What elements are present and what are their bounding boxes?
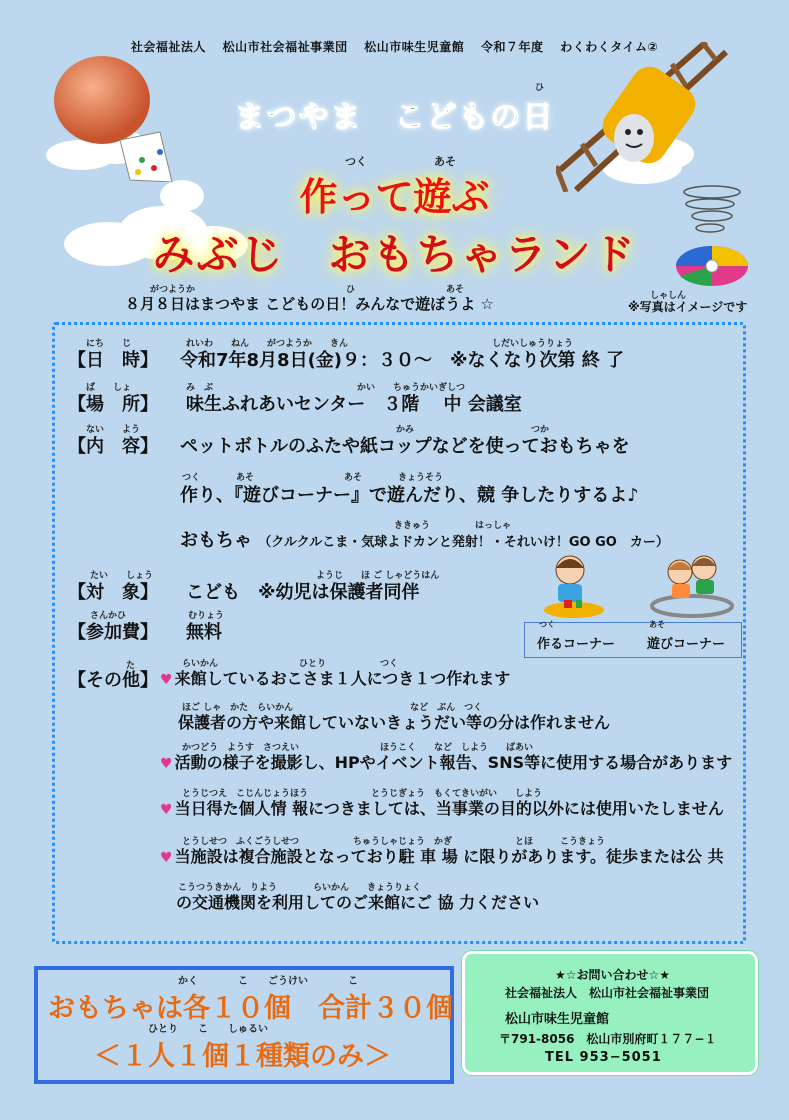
heart-icon: ♥ [160, 756, 173, 772]
place-label: 【場 所】 [68, 394, 158, 415]
toy-count-line: おもちゃは各１０個 合計３０個 [48, 993, 453, 1024]
note-item [176, 890, 539, 913]
org-part: 社会福祉法人 [130, 40, 206, 54]
contact-box [462, 951, 758, 1075]
value-ruby: れいわ ねん がつようか きん しだいしゅうりょう [186, 339, 574, 349]
content-label: 【内 容】 [68, 436, 158, 457]
content-line: 作り、『遊びコーナー』で遊んだり、競 争したりするよ♪ [180, 485, 639, 506]
note-ruby: とうじつえ こじんじょうほう とうじぎょう もくてきいがい しよう [182, 789, 543, 799]
label-ruby: さんかひ [90, 611, 127, 621]
event-title-kodomo: まつやま こどもの日 [234, 100, 555, 135]
title-ruby: ひ [535, 83, 545, 93]
toy-list-detail: （クルクルこま・気球よドカンと発射！・それいけ！GO GO カー） [258, 535, 669, 550]
note-item [160, 844, 724, 867]
other-label: 【その他】 [68, 670, 158, 691]
heart-icon: ♥ [160, 802, 173, 818]
note-item [160, 796, 724, 819]
org-part: わくわくタイム② [560, 40, 659, 54]
contact-address: 〒791-8056 松山市別府町１７７−１ [499, 1032, 717, 1046]
target-label: 【対 象】 [68, 582, 158, 603]
value-ruby: ようじ ほ ご しゃどうはん [316, 571, 440, 581]
content-line: ペットボトルのふたや紙コップなどを使っておもちゃを [180, 436, 630, 457]
corner-caption-box [524, 622, 742, 658]
toy-list-main: おもちゃ [180, 530, 252, 551]
note-text: の交通機関を利用してのご来館にご 協 力ください [176, 893, 540, 912]
note-ruby: らいかん ひとり つく [182, 659, 399, 669]
heart-icon: ♥ [160, 850, 173, 866]
label-ruby: ない よう [86, 425, 141, 435]
fee-value: 無料 [186, 622, 222, 643]
play-corner-label: 遊びコーナー [647, 637, 726, 652]
title-ruby: あそ [434, 155, 456, 168]
value-ruby: み ぶ かい ちゅうかいぎしつ [186, 383, 466, 393]
corner-ruby: あそ [649, 620, 665, 629]
date-label: 【日 時】 [68, 350, 158, 371]
value-ruby: つく あそ あそ きょうそう [182, 473, 444, 483]
value-ruby: むりょう [188, 611, 225, 621]
org-part: 令和７年度 [480, 40, 544, 54]
toy-list-line [180, 526, 669, 552]
note-text: 当日得た個人情 報につきましては、当事業の目的以外には使用いたしません [174, 799, 724, 818]
value-ruby: かみ つか [396, 425, 550, 435]
note-text: 当施設は複合施設となっており駐 車 場 に限りがあります。徒歩または公 共 [174, 847, 724, 866]
organizer-line [0, 38, 789, 55]
subtitle-ruby: あそ [446, 285, 465, 295]
label-ruby: ば しょ [86, 383, 132, 393]
title-ruby: つく [345, 155, 367, 168]
contact-org: 社会福祉法人 松山市社会福祉事業団 [505, 986, 710, 1000]
toy-per-person-line: ＜１人１個１種類のみ＞ [94, 1041, 391, 1072]
note-ruby: かつどう ようす さつえい ほうこく など しよう ばあい [182, 743, 534, 753]
corner-ruby: つく [539, 620, 555, 629]
note-text: 保護者の方や来館していないきょうだい等の分は作れません [178, 713, 611, 732]
subtitle-ruby: がつようか [150, 285, 196, 295]
heart-icon: ♥ [160, 672, 173, 688]
toy-ruby: かく こ ごうけい こ [178, 976, 358, 987]
label-ruby: にち じ [86, 339, 132, 349]
note-item [160, 750, 732, 773]
contact-heading: ★☆お問い合わせ☆★ [555, 968, 671, 982]
note-text: 活動の様子を撮影し、HPやイベント報告、SNS等に使用する場合があります [174, 753, 733, 772]
place-value: 味生ふれあいセンター ３階 中 会議室 [186, 394, 522, 415]
fee-label: 【参加費】 [68, 622, 158, 643]
make-corner-label: 作るコーナー [537, 637, 616, 652]
note-ruby: こうつうきかん りよう らいかん きょうりょく [178, 883, 422, 893]
contact-tel: TEL 953−5051 [545, 1050, 662, 1065]
value-ruby: ききゅう はっしゃ [394, 521, 512, 531]
note-text: 来館しているおこさま１人につき１つ作れます [174, 669, 511, 688]
label-ruby: た [126, 661, 136, 671]
children-playing-illustration [540, 550, 736, 620]
toy-ruby: ひとり こ しゅるい [148, 1024, 268, 1035]
note-item [160, 666, 510, 689]
toy-limit-box [34, 966, 454, 1084]
photo-note-ruby: しゃしん [650, 291, 687, 301]
org-part: 松山市社会福祉事業団 [222, 40, 348, 54]
note-item [178, 710, 610, 733]
event-title-toyland: みぶじ おもちゃランド [152, 230, 637, 279]
event-title-make-play: 作って遊ぶ [299, 175, 490, 219]
subtitle: ８月８日はまつやま こどもの日！みんなで遊ぼうよ ☆ [125, 295, 494, 313]
note-ruby: とうしせつ ふくごうしせつ ちゅうしゃじょう かぎ とほ こうきょう [182, 837, 606, 847]
subtitle-ruby: ひ [346, 285, 356, 295]
contact-name: 松山市味生児童館 [505, 1012, 610, 1027]
date-value: 令和7年8月8日(金)９：３０～ ※なくなり次第 終 了 [180, 350, 625, 371]
photo-note: ※写真はイメージです [628, 300, 748, 314]
note-ruby: ほご しゃ かた らいかん など ぶん つく [182, 703, 483, 713]
org-part: 松山市味生児童館 [364, 40, 465, 54]
label-ruby: たい しょう [90, 571, 154, 581]
target-value: こども ※幼児は保護者同伴 [186, 582, 420, 603]
